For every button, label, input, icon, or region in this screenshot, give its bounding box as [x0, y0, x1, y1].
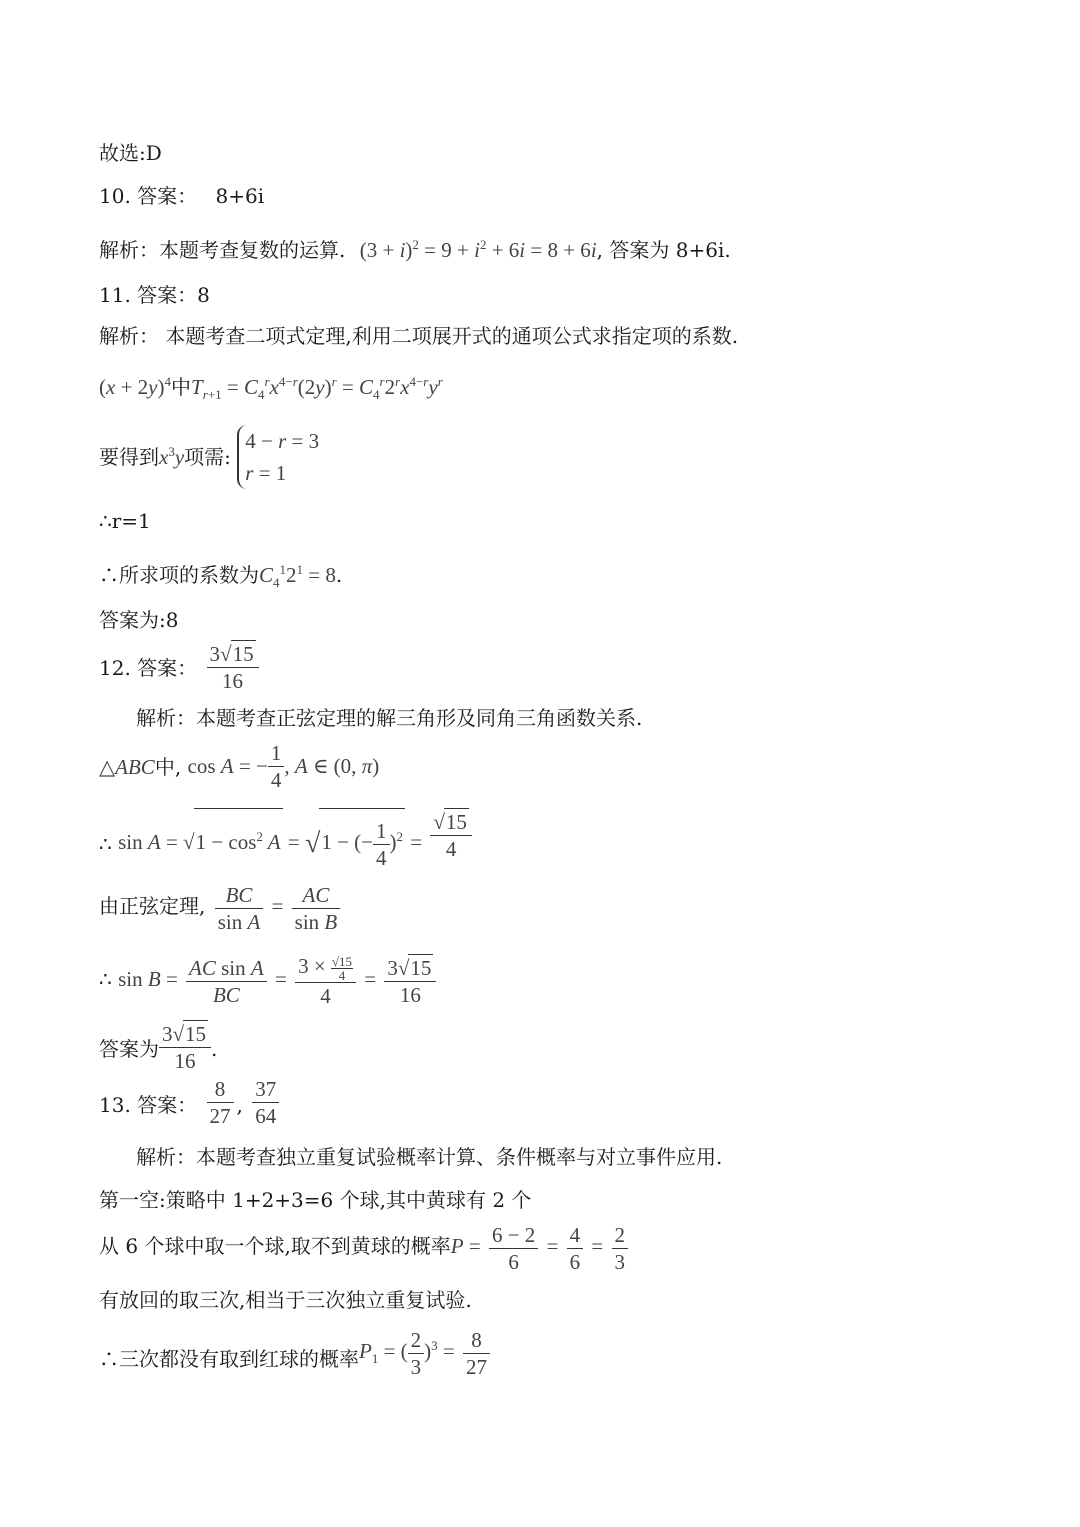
- q13-answer-fraction-1: $\frac{8}{27}$: [207, 1076, 234, 1129]
- q10-answer-line: [99, 182, 264, 210]
- q12-sinB-line: [99, 948, 439, 1010]
- q13-step2-text: 从 6 个球中取一个球,取不到黄球的概率: [99, 1234, 451, 1258]
- q11-final-line: 答案为:8: [99, 608, 179, 632]
- q12-answer-line: [99, 640, 262, 696]
- q11-answer-line: [99, 281, 210, 309]
- q12-final-line: 答案为 $\frac{3√15}{16}$ .: [99, 1022, 218, 1073]
- q12-zhong: 中,: [154, 755, 182, 779]
- q13-answer-line: 13. 答案： $\frac{8}{27}$ , $\frac{37}{64}$: [99, 1076, 282, 1134]
- q12-sin-formula: $\sin A = √1 - \cos^2 A = √1$ − (− $\frac{1}{4}$ )$^2$ = $\frac{√15}{4}$: [118, 830, 475, 854]
- q11-analysis-line: 解析： 本题考查二项式定理,利用二项展开式的通项公式求指定项的系数.: [99, 324, 739, 348]
- q11-condition-line: [99, 420, 319, 489]
- q12-analysis-line: 解析：本题考查正弦定理的解三角形及同角三角函数关系.: [136, 706, 643, 730]
- q12-answer-fraction: $\frac{3√15}{16}$: [207, 640, 259, 694]
- q11-r-value-line: ∴r=1: [99, 509, 151, 533]
- q12-sine-law-line: [99, 876, 343, 936]
- q11-answer: 8: [197, 283, 210, 307]
- q11-term-formula: $T_{r+1} = C_4^rx^{4-r}(2y)^r = C_4^r2^rx^{4-r}y^r$: [191, 374, 443, 403]
- q11-coef-formula: $C_4^12^1 = 8$: [259, 562, 336, 591]
- q11-coef-prefix: ∴所求项的系数为: [99, 563, 259, 587]
- q11-target-term: $x^3y$: [159, 444, 185, 469]
- q13-step4-line: [99, 1316, 493, 1389]
- q13-step1-line: 第一空:策略中 1+2+3=6 个球,其中黄球有 2 个: [99, 1188, 532, 1212]
- q12-therefore-2: ∴: [99, 967, 112, 991]
- q12-sin-line: [99, 808, 475, 872]
- q13-analysis-line: 解析：本题考查独立重复试验概率计算、条件概率与对立事件应用.: [136, 1145, 723, 1169]
- q10-answer: 8+6i: [215, 184, 265, 208]
- choice-line: 故选:D: [99, 141, 162, 165]
- q11-need-prefix: 要得到: [99, 445, 159, 469]
- q10-label: 10. 答案：: [99, 184, 198, 208]
- q13-label: 13. 答案：: [99, 1093, 198, 1117]
- q10-formula: $(3 + i)^2 = 9 + i^2 + 6i = 8 + 6i$: [359, 237, 597, 262]
- q13-probability-formula: P = $\frac{6 - 2}{6}$ = $\frac{4}{6}$ = $\frac{2}{3}$: [451, 1234, 631, 1258]
- q13-answer-fraction-2: $\frac{37}{64}$: [252, 1076, 279, 1129]
- q11-equation-system: 4 − r = 3 r = 1: [237, 425, 319, 489]
- q12-sinB-formula: sin B = $\frac{\text{AC sin A}}{BC}$ = 3 × $\frac{√15}{4}$ 4 = $\frac{3√15}{16}$: [118, 967, 439, 991]
- q11-label: 11. 答案：: [99, 283, 198, 307]
- q12-cos-line: [99, 740, 379, 793]
- q12-final-prefix: 答案为: [99, 1037, 159, 1061]
- q13-step2-line: [99, 1216, 631, 1276]
- q11-need-suffix: 项需:: [184, 445, 231, 469]
- q10-analysis-prefix: 解析：本题考查复数的运算.: [99, 238, 346, 262]
- q12-sine-law-prefix: 由正弦定理,: [99, 894, 206, 918]
- q10-analysis-suffix: 答案为 8+6i.: [609, 238, 731, 262]
- q11-binomial-formula: $(x + 2y)^4$: [99, 374, 171, 399]
- q12-therefore: ∴: [99, 832, 112, 857]
- q13-step4-text: ∴三次都没有取到红球的概率: [99, 1347, 359, 1372]
- q11-coefficient-line: ∴所求项的系数为$C_4^12^1 = 8$.: [99, 562, 343, 591]
- q12-triangle: △ABC: [99, 755, 155, 779]
- q12-sine-law-formula: $\frac{BC}{\text{sin A}}$ = $\frac{AC}{\text{sin B}}$: [212, 894, 344, 918]
- q11-general-term-line: [99, 368, 443, 409]
- q13-p1-formula: $P_1$ = ( $\frac{2}{3}$ )$^3$ = $\frac{8}{27}$: [359, 1339, 493, 1363]
- q10-analysis-line: 解析：本题考查复数的运算. $(3 + i)^2 = 9 + i^2 + 6i = 8 + 6i$, 答案为 8+6i.: [99, 237, 731, 262]
- q12-cos-formula: cos A = − $\frac{1}{4}$ , A ∈ (0, π): [187, 741, 380, 792]
- q11-zhong: 中: [171, 375, 191, 399]
- q12-label: 12. 答案：: [99, 656, 198, 680]
- q13-step3-line: 有放回的取三次,相当于三次独立重复试验.: [99, 1288, 472, 1312]
- q12-final-fraction: $\frac{3√15}{16}$: [159, 1020, 211, 1074]
